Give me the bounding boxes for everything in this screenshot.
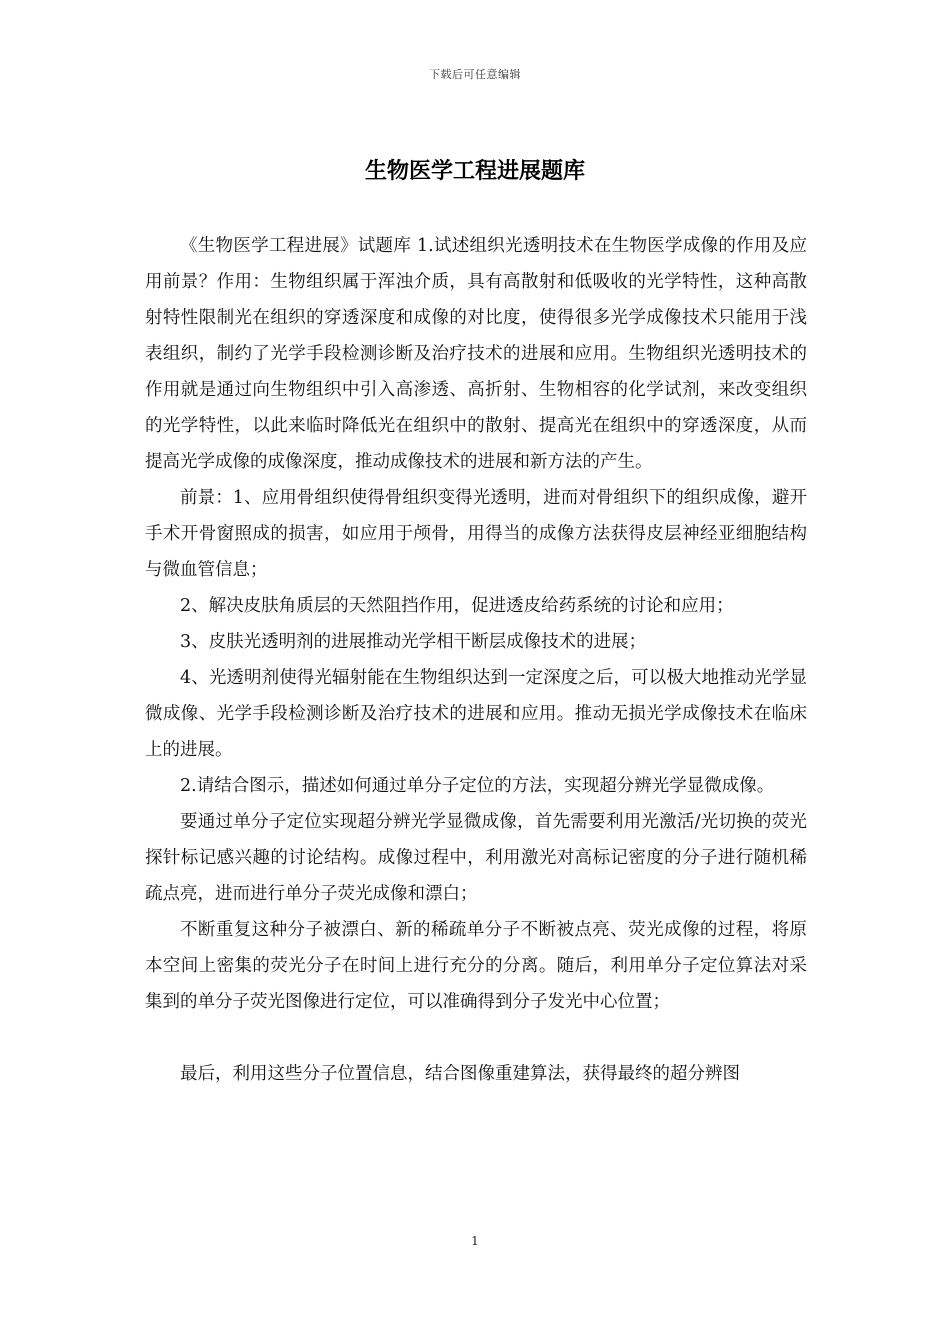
paragraph-answer-2b: 不断重复这种分子被漂白、新的稀疏单分子不断被点亮、荧光成像的过程，将原本空间上密集的荧光分子在时间上进行充分的分离。随后，利用单分子定位算法对采集到的单分子荧光图像进行定位，可以准确得到分子发光中心位置； <box>145 920 807 1012</box>
document-title: 生物医学工程进展题库 <box>364 159 585 184</box>
page-number: 1 <box>471 1234 479 1248</box>
paragraph-question-1: 《生物医学工程进展》试题库 1.试述组织光透明技术在生物医学成像的作用及应用前景？作用：生物组织属于浑浊介质，具有高散射和低吸收的光学特性，这种高散射特性限制光在组织的穿透深度和成像的对比度，使得很多光学成像技术只能用于浅表组织，制约了光学手段检测诊断及治疗技术的进展和应用。生物组织光透明技术的作用就是通过向生物组织中引入高渗透、高折射、生物相容的化学试剂，来改变组织的光学特性，以此来临时降低光在组织中的散射、提高光在组织中的穿透深度，从而提高光学成像的成像深度，推动成像技术的进展和新方法的产生。 <box>145 236 807 472</box>
paragraph-prospect-3: 3、皮肤光透明剂的进展推动光学相干断层成像技术的进展； <box>180 632 647 652</box>
paragraph-prospect-2: 2、解决皮肤角质层的天然阻挡作用，促进透皮给药系统的讨论和应用； <box>180 596 734 616</box>
paragraph-answer-2c: 最后，利用这些分子位置信息，结合图像重建算法，获得最终的超分辨图 <box>180 1064 740 1084</box>
paragraph-answer-2a: 要通过单分子定位实现超分辨光学显微成像，首先需要利用光激活/光切换的荧光探针标记感兴趣的讨论结构。成像过程中，利用激光对高标记密度的分子进行随机稀疏点亮，进而进行单分子荧光成像和漂白； <box>145 812 807 904</box>
paragraph-prospect-4: 4、光透明剂使得光辐射能在生物组织达到一定深度之后，可以极大地推动光学显微成像、光学手段检测诊断及治疗技术的进展和应用。推动无损光学成像技术在临床上的进展。 <box>145 668 807 760</box>
page-header: 下载后可任意编辑 <box>429 68 521 81</box>
paragraph-question-2: 2.请结合图示，描述如何通过单分子定位的方法，实现超分辨光学显微成像。 <box>180 776 775 796</box>
paragraph-prospects: 前景：1、应用骨组织使得骨组织变得光透明，进而对骨组织下的组织成像，避开手术开骨窗照成的损害，如应用于颅骨，用得当的成像方法获得皮层神经亚细胞结构与微血管信息； <box>145 488 807 580</box>
document-body <box>145 228 807 1092</box>
